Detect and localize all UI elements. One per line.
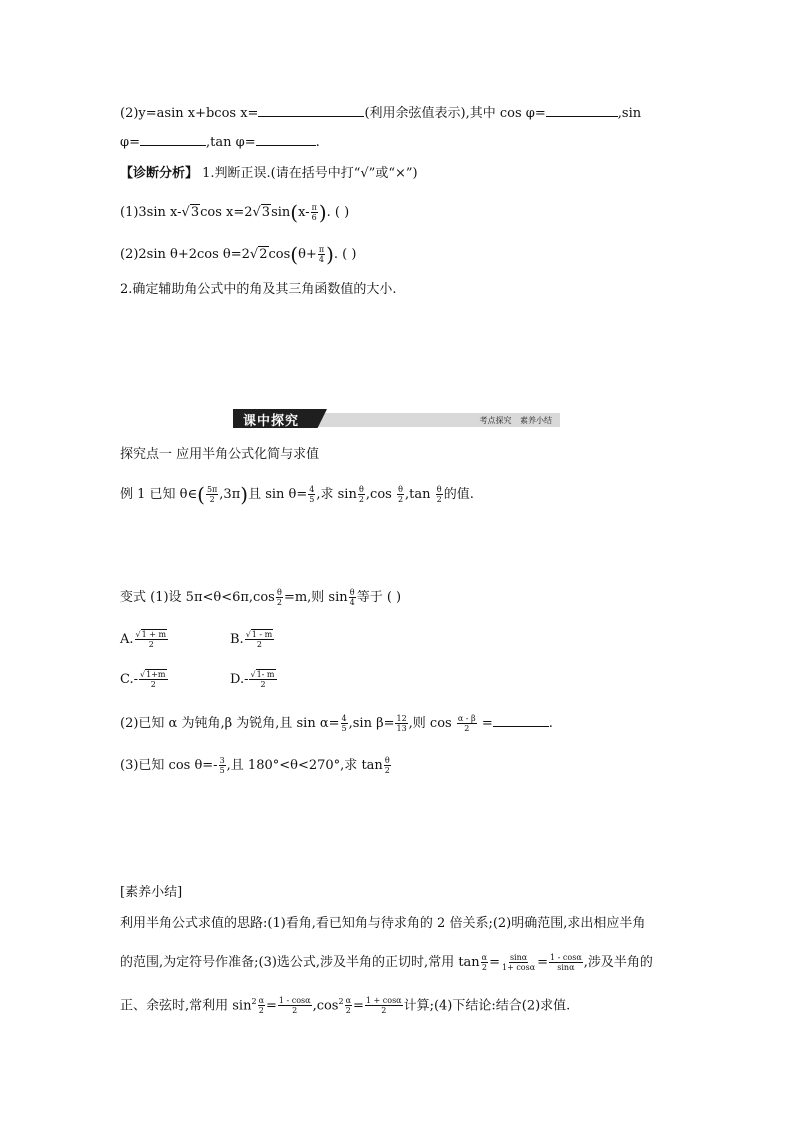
option-c[interactable]: [120, 670, 169, 689]
square-exp: 2: [251, 997, 257, 1006]
part2-expr: y=asin x+bcos x=: [138, 106, 259, 121]
item1-sin: sin: [271, 205, 291, 220]
option-c-label: C.-: [120, 672, 139, 687]
diagnostic-q1: 1.判断正误.(请在括号中打“√”或“×”): [198, 166, 418, 181]
part2-note: (利用余弦值表示),其中 cos φ=: [364, 106, 546, 121]
option-a-label: A.: [120, 632, 134, 647]
option-b-label: B.: [230, 632, 244, 647]
var2-then: ,则 cos: [408, 716, 456, 731]
item2-cos: cos: [268, 247, 291, 262]
answer-blank[interactable]: [258, 104, 364, 117]
equals: =: [265, 998, 277, 1014]
var3-mid: ,且 180°<θ<270°,求 tan: [226, 758, 383, 773]
equals: =: [489, 955, 500, 970]
item1-mid: cos x=2: [200, 205, 253, 220]
part2-tan: ,tan φ=: [206, 135, 256, 150]
item2-arg: θ+: [298, 247, 317, 262]
var2-prefix: (2)已知 α 为钝角,β 为锐角,且 sin α=: [120, 716, 340, 731]
section-header: [233, 409, 560, 428]
option-a[interactable]: [120, 630, 169, 649]
ex1-cond: 且 sin θ=: [248, 487, 308, 502]
fraction-pi-6: $\frac{\pi}{6}$: [311, 203, 317, 222]
item1-lhs: (1)3sin x-: [120, 205, 182, 220]
summary-l3-tail: 计算;(4)下结论:结合(2)求值.: [403, 998, 571, 1014]
part2-sin: ,sin: [617, 106, 642, 121]
part2-line2: [120, 133, 320, 152]
variant-2: [120, 714, 553, 733]
answer-blank[interactable]: [140, 133, 206, 146]
fraction-1-minus-cos-2: $\frac{1 - \cos\alpha}{2}$: [278, 996, 311, 1016]
fraction-1-cos-over-sin: $\frac{1 - \cos\alpha}{\sin\alpha}$: [550, 953, 582, 972]
fraction-alpha-2: $\frac{\alpha}{2}$: [345, 996, 351, 1016]
var1-mid: =m,则 sin: [283, 590, 348, 605]
ex1-ask: ,求 sin: [316, 487, 357, 502]
fraction-theta-2: $\frac{\theta}{2}$: [358, 485, 364, 504]
sqrt-2: 2: [259, 247, 268, 262]
sqrt-3b: 3: [261, 205, 271, 220]
item1-arg: x-: [298, 205, 310, 220]
summary-l2-tail: ,涉及半角的: [583, 955, 653, 970]
diagnostic-title: 【诊断分析】: [120, 166, 199, 181]
var2-eq: =: [477, 716, 493, 731]
example-1: 例 1 已知 θ∈( $\frac{5\pi}{2}$ ,3π)且 sin θ= $\frac{4}{5}$ ,求 sin $\frac{\theta}{2}$ ,cos $\frac{\theta}{2}$ ,tan $\frac{\theta}{2}$ 的值.: [120, 482, 474, 507]
fraction-1-plus-cos-2: $\frac{1 + \cos\alpha}{2}$: [365, 996, 402, 1016]
answer-blank[interactable]: [546, 104, 618, 117]
fraction-sin-over: $\frac{\sin\alpha}{1+ \cos\alpha}$: [501, 953, 536, 972]
answer-blank[interactable]: [256, 133, 316, 146]
section-tags: 考点探究 素养小结: [479, 416, 552, 425]
fraction-3-5: $\frac{3}{5}$: [219, 756, 225, 775]
option-b-value: $\frac{√1 - m}{2}$: [245, 630, 273, 649]
diagnostic-heading: [120, 165, 418, 183]
fraction-theta-2: $\frac{\theta}{2}$: [384, 756, 390, 775]
answer-paren[interactable]: . ( ): [333, 247, 357, 262]
fraction-theta-2: $\frac{\theta}{2}$: [436, 485, 442, 504]
summary-l3-text: 正、余弦时,常利用 sin: [120, 998, 252, 1014]
fraction-12-13: $\frac{12}{13}$: [396, 714, 407, 733]
option-a-value: $\frac{√1 + m}{2}$: [135, 630, 167, 649]
part2-phi: φ=: [120, 135, 140, 150]
equals: =: [352, 998, 364, 1014]
topic-heading: 探究点一 应用半角公式化简与求值: [120, 447, 320, 462]
ex1-interval-end: ,3π: [219, 487, 241, 502]
var1-prefix: 变式 (1)设 5π<θ<6π,cos: [120, 590, 275, 605]
summary-title: [素养小结]: [120, 885, 183, 900]
summary-line3: [120, 993, 570, 1015]
equals: =: [537, 955, 549, 970]
fraction-4-5: $\frac{4}{5}$: [309, 485, 315, 504]
fraction-pi-4: $\frac{\pi}{4}$: [318, 245, 325, 264]
option-b[interactable]: [230, 630, 275, 649]
ex1-end: 的值.: [443, 487, 474, 502]
fraction-4-5: $\frac{4}{5}$: [341, 714, 347, 733]
var2-end: .: [548, 716, 553, 731]
square-exp: 2: [338, 997, 344, 1006]
ex1-cos: ,cos: [365, 487, 396, 502]
fraction-theta-4: $\frac{\theta}{4}$: [349, 588, 355, 607]
variant-1: [120, 588, 401, 607]
fraction-alpha-beta-2: $\frac{\alpha - \beta}{2}$: [457, 714, 476, 733]
fraction-5pi-2: $\frac{5\pi}{2}$: [206, 485, 218, 504]
answer-paren[interactable]: . ( ): [326, 205, 350, 220]
var2-mid: ,sin β=: [348, 716, 395, 731]
diagnostic-q2: 2.确定辅助角公式中的角及其三角函数值的大小.: [120, 282, 397, 297]
part2-end: .: [315, 135, 320, 150]
option-d-value: $\frac{√1- m}{2}$: [250, 670, 275, 689]
summary-l2-text: 的范围,为定符号作准备;(3)选公式,涉及半角的正切时,常用 tan: [120, 955, 480, 970]
option-d-label: D.-: [230, 672, 249, 687]
diagnostic-item1: (1)3sin x-√3cos x=2√3sin(x- $\frac{\pi}{6}$ ). ( ): [120, 200, 350, 225]
fraction-theta-2: $\frac{\theta}{2}$: [397, 485, 404, 504]
ex1-tan: ,tan: [405, 487, 435, 502]
option-d[interactable]: [230, 670, 278, 689]
fraction-alpha-2: $\frac{\alpha}{2}$: [258, 996, 264, 1016]
item2-lhs: (2)2sin θ+2cos θ=2: [120, 247, 250, 262]
variant-3: [120, 756, 392, 775]
summary-line2: [120, 953, 653, 972]
section-title: 课中探究: [243, 414, 300, 429]
summary-cos: ,cos: [312, 998, 339, 1014]
fraction-alpha-2: $\frac{\alpha}{2}$: [481, 953, 488, 972]
sqrt-3: 3: [190, 205, 200, 220]
part2-line1: [120, 104, 641, 123]
answer-paren[interactable]: 等于 ( ): [356, 590, 402, 605]
var3-prefix: (3)已知 cos θ=-: [120, 758, 218, 773]
summary-line1: 利用半角公式求值的思路:(1)看角,看已知角与待求角的 2 倍关系;(2)明确范围,求出相应半角: [120, 916, 646, 931]
diagnostic-item2: (2)2sin θ+2cos θ=2√2cos(θ+ $\frac{\pi}{4}$ ). ( ): [120, 242, 357, 267]
answer-blank[interactable]: [493, 714, 549, 727]
fraction-theta-2: $\frac{\theta}{2}$: [276, 588, 282, 607]
ex1-prefix: 例 1 已知 θ∈: [120, 487, 198, 502]
option-c-value: $\frac{√1+m}{2}$: [140, 670, 166, 689]
part2-label: (2): [120, 106, 139, 121]
